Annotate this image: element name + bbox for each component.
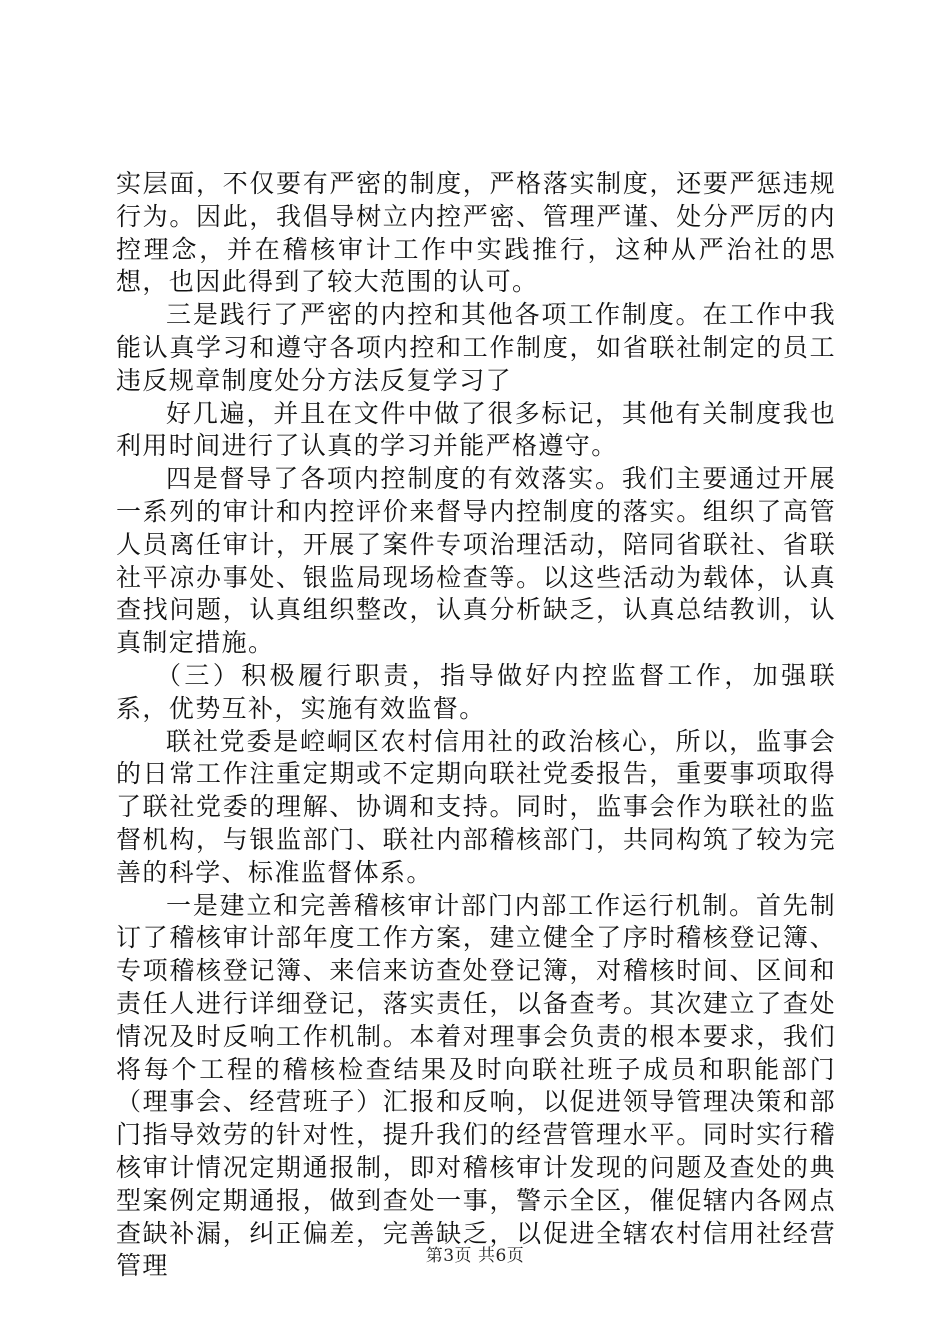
paragraph-5-section-heading: （三）积极履行职责，指导做好内控监督工作，加强联系，优势互补，实施有效监督。 xyxy=(116,660,836,723)
paragraph-3: 好几遍，并且在文件中做了很多标记，其他有关制度我也利用时间进行了认真的学习并能严格遵守。 xyxy=(116,398,836,461)
document-body xyxy=(116,168,836,1283)
paragraph-4: 四是督导了各项内控制度的有效落实。我们主要通过开展一系列的审计和内控评价来督导内控制度的落实。组织了高管人员离任审计，开展了案件专项治理活动，陪同省联社、省联社平凉办事处、银监局现场检查等。以这些活动为载体，认真查找问题，认真组织整改，认真分析缺乏，认真总结教训，认真制定措施。 xyxy=(116,464,836,658)
page-number-footer: 第3页 共6页 xyxy=(425,1246,525,1266)
paragraph-7: 一是建立和完善稽核审计部门内部工作运行机制。首先制订了稽核审计部年度工作方案，建立健全了序时稽核登记簿、专项稽核登记簿、来信来访查处登记簿，对稽核时间、区间和责任人进行详细登记，落实责任，以备查考。其次建立了查处情况及时反响工作机制。本着对理事会负责的根本要求，我们将每个工程的稽核检查结果及时向联社班子成员和职能部门（理事会、经营班子）汇报和反响，以促进领导管理决策和部门指导效劳的针对性，提升我们的经营管理水平。同时实行稽核审计情况定期通报制，即对稽核审计发现的问题及查处的典型案例定期通报，做到查处一事，警示全区，催促辖内各网点查缺补漏，纠正偏差，完善缺乏，以促进全辖农村信用社经营管理 xyxy=(116,890,836,1281)
paragraph-2: 三是践行了严密的内控和其他各项工作制度。在工作中我能认真学习和遵守各项内控和工作制度，如省联社制定的员工违反规章制度处分方法反复学习了 xyxy=(116,300,836,395)
paragraph-6: 联社党委是崆峒区农村信用社的政治核心，所以，监事会的日常工作注重定期或不定期向联社党委报告，重要事项取得了联社党委的理解、协调和支持。同时，监事会作为联社的监督机构，与银监部门、联社内部稽核部门，共同构筑了较为完善的科学、标准监督体系。 xyxy=(116,726,836,887)
paragraph-1: 实层面，不仅要有严密的制度，严格落实制度，还要严惩违规行为。因此，我倡导树立内控严密、管理严谨、处分严厉的内控理念，并在稽核审计工作中实践推行，这种从严治社的思想，也因此得到了较大范围的认可。 xyxy=(116,169,836,297)
